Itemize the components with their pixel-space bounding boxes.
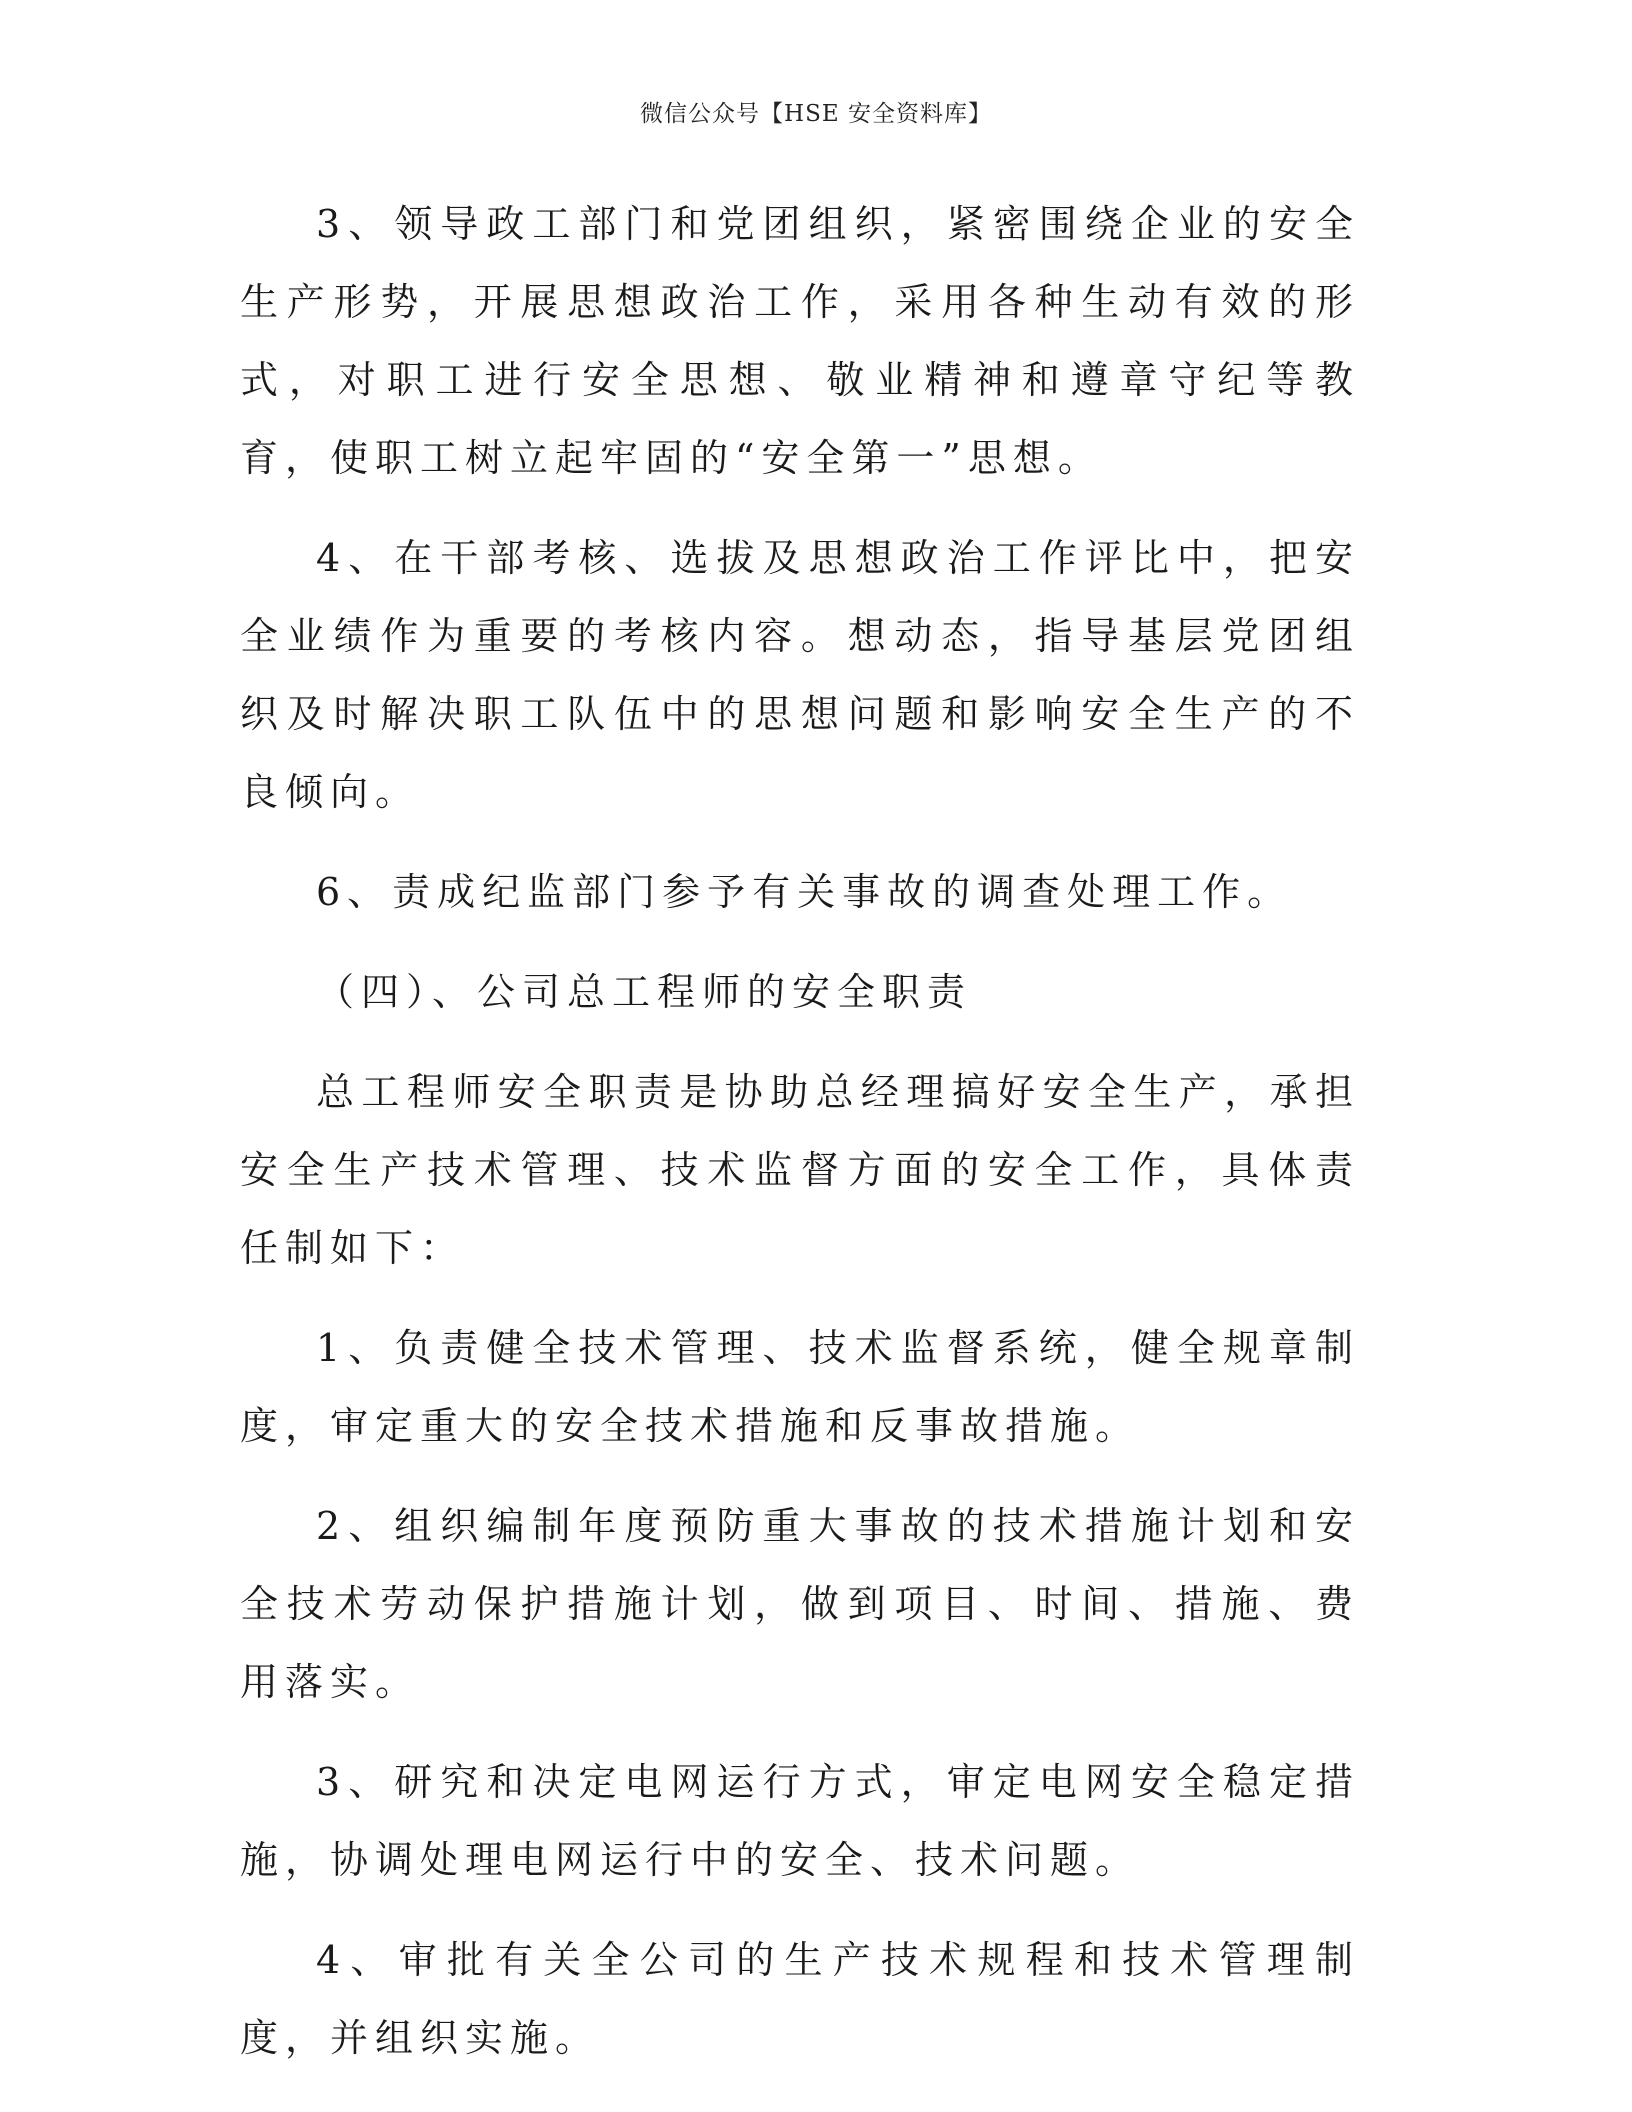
paragraph-duty-3: 3、研究和决定电网运行方式，审定电网安全稳定措施，协调处理电网运行中的安全、技术问题。: [240, 1760, 1360, 1882]
page-header: 微信公众号【HSE 安全资料库】: [640, 101, 992, 127]
paragraph-item-4-evaluation: 4、在干部考核、选拔及思想政治工作评比中，把安全业绩作为重要的考核内容。想动态，指导基层党团组织及时解决职工队伍中的思想问题和影响安全生产的不良倾向。: [240, 536, 1360, 814]
paragraph-item-6-discipline: 6、责成纪监部门参予有关事故的调查处理工作。: [316, 870, 1293, 914]
paragraph-item-3-leadership: 3、领导政工部门和党团组织，紧密围绕企业的安全生产形势，开展思想政治工作，采用各种生动有效的形式，对职工进行安全思想、敬业精神和遵章守纪等教育，使职工树立起牢固的“安全第一”思想。: [240, 202, 1360, 480]
paragraph-duty-1: 1、负责健全技术管理、技术监督系统，健全规章制度，审定重大的安全技术措施和反事故措施。: [240, 1326, 1360, 1448]
paragraph-duty-2: 2、组织编制年度预防重大事故的技术措施计划和安全技术劳动保护措施计划，做到项目、时间、措施、费用落实。: [240, 1504, 1360, 1704]
paragraph-chief-engineer-intro: 总工程师安全职责是协助总经理搞好安全生产，承担安全生产技术管理、技术监督方面的安全工作，具体责任制如下：: [240, 1070, 1360, 1270]
paragraph-duty-4: 4、审批有关全公司的生产技术规程和技术管理制度，并组织实施。: [240, 1938, 1360, 2060]
document-body: [240, 185, 1360, 2099]
section-heading-chief-engineer: （四）、公司总工程师的安全职责: [316, 970, 973, 1014]
